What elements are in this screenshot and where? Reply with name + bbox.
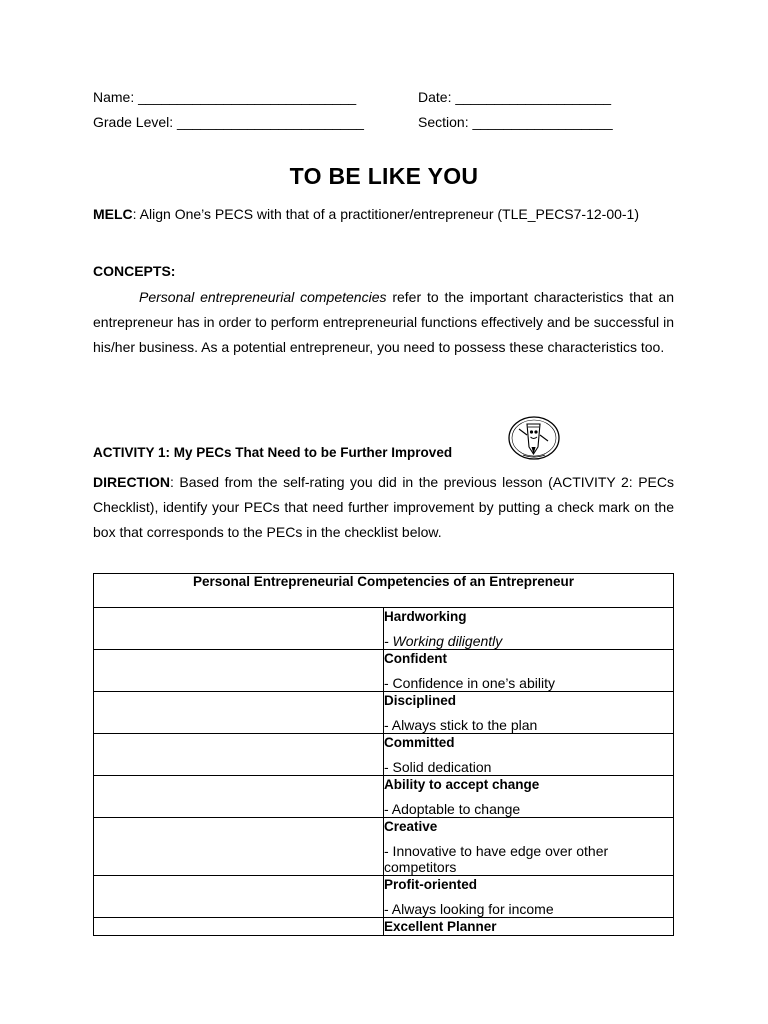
table-row [94,918,674,936]
table-row [94,692,674,734]
pec-item [384,692,674,734]
name-field[interactable]: Name: ____________________________ [93,89,357,105]
page-title: TO BE LIKE YOU [289,163,479,189]
table-header: Personal Entrepreneurial Competencies of an Entrepreneur [94,574,674,608]
checkbox-cell[interactable] [94,876,384,918]
direction-paragraph [93,470,674,545]
pencil-mascot-icon [507,415,561,461]
pec-desc: - Adoptable to change [384,801,521,817]
checkbox-cell[interactable] [94,776,384,818]
melc-label: MELC [93,206,133,222]
pec-item [384,818,674,876]
pec-desc: - Solid dedication [384,759,492,775]
table-header-row [94,574,674,608]
pec-name: Confident [384,651,447,666]
checkbox-cell[interactable] [94,918,384,936]
pec-desc: - Always looking for income [384,901,554,917]
pec-item [384,734,674,776]
date-field[interactable]: Date: ____________________ [418,89,612,105]
checkbox-cell[interactable] [94,692,384,734]
checkbox-cell[interactable] [94,818,384,876]
table-row [94,776,674,818]
table-row [94,818,674,876]
table-row [94,734,674,776]
pec-name: Profit-oriented [384,877,477,892]
section-field[interactable]: Section: __________________ [418,114,613,130]
concepts-text: refer to the important characteristics that an entrepreneur has in order to perform entrepreneurial functions effectively and be successful in his/her business. As a potential entrepreneur, you need to possess these characteristics too. [93,289,674,355]
concepts-paragraph [93,285,674,360]
direction-text: : Based from the self-rating you did in the previous lesson (ACTIVITY 2: PECs Checklist), identify your PECs that need further improvement by putting a check mark on the box that corresponds to the PECs in the checklist below. [93,474,674,540]
grade-level-field[interactable]: Grade Level: ________________________ [93,114,364,130]
pec-desc: - Confidence in one’s ability [384,675,555,691]
pec-item [384,650,674,692]
pecs-checklist-table [93,573,674,936]
pec-name: Ability to accept change [384,777,540,792]
concepts-term: Personal entrepreneurial competencies [139,289,387,305]
pec-desc: - Innovative to have edge over other competitors [384,843,609,875]
pec-name: Hardworking [384,609,467,624]
pec-name: Creative [384,819,438,834]
checkbox-cell[interactable] [94,734,384,776]
activity-heading [93,445,452,460]
pec-desc: - Working diligently [384,633,503,649]
table-row [94,650,674,692]
concepts-heading: CONCEPTS: [93,263,176,279]
melc-text: : Align One’s PECS with that of a practitioner/entrepreneur (TLE_PECS7-12-00-1) [132,206,640,222]
activity-title: : My PECs That Need to be Further Improved [165,445,453,460]
activity-label: ACTIVITY 1 [93,445,166,460]
checkbox-cell[interactable] [94,650,384,692]
pec-name: Committed [384,735,455,750]
pec-desc: - Always stick to the plan [384,717,538,733]
pec-item [384,776,674,818]
direction-label: DIRECTION [93,474,170,490]
pec-item [384,608,674,650]
table-row [94,608,674,650]
pec-item [384,876,674,918]
table-row [94,876,674,918]
pec-name: Disciplined [384,693,457,708]
pec-item [384,918,674,936]
pec-name: Excellent Planner [384,919,497,934]
melc-paragraph [93,206,678,222]
checkbox-cell[interactable] [94,608,384,650]
